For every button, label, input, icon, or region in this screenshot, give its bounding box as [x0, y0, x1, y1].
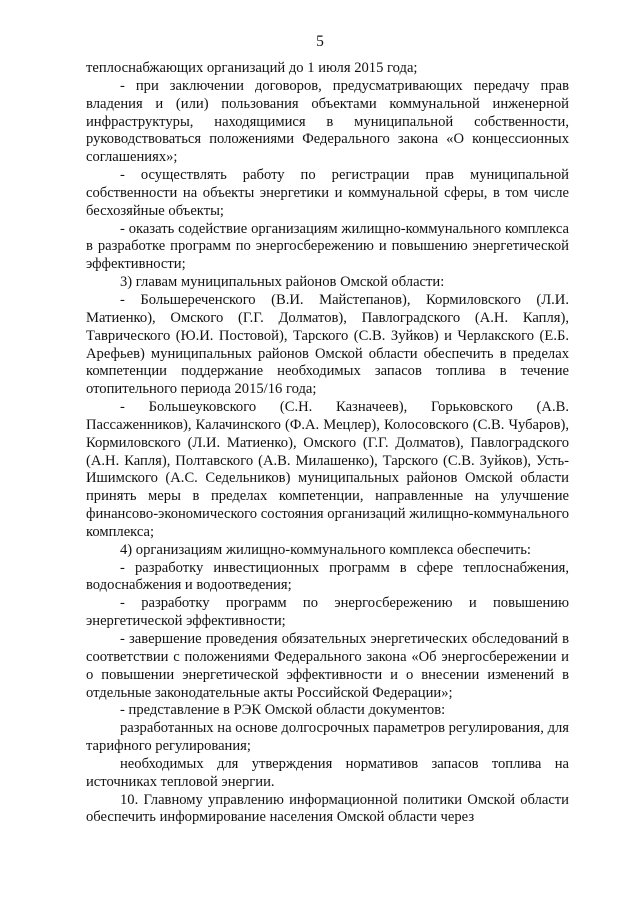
paragraph-3: - осуществлять работу по регистрации прав муниципальной собственности на объекты энергетики и коммунальной сферы, в том числе бесхозяйные объекты; [86, 167, 569, 219]
page-number: 5 [316, 33, 324, 50]
paragraph-14: необходимых для утверждения нормативов запасов топлива на источниках тепловой энергии. [86, 755, 569, 790]
paragraph-5: 3) главам муниципальных районов Омской области: [120, 274, 445, 291]
paragraph-1: теплоснабжающих организаций до 1 июля 2015 года; [86, 60, 418, 76]
paragraph-8: 4) организациям жилищно-коммунального комплекса обеспечить: [120, 541, 531, 558]
paragraph-9: - разработку инвестиционных программ в сфере теплоснабжения, водоснабжения и водоотведения; [86, 559, 569, 594]
paragraph-6: - Большереченского (В.И. Майстепанов), Кормиловского (Л.И. Матиенко), Омского (Г.Г. Долматов), Павлоградского (А.Н. Капля), Таврического (Ю.И. Постовой), Тарского (С.В. Зуйков) и Черлакского (Е.Б. Арефьев) муниципальных районов Омской области обеспечить в пределах компетенции поддержание необходимых запасов топлива в течение отопительного периода 2015/16 года; [86, 291, 569, 398]
paragraph-4: - оказать содействие организациям жилищно-коммунального комплекса в разработке программ по энергосбережению и повышению энергетической эффективности; [86, 220, 569, 273]
paragraph-15: 10. Главному управлению информационной политики Омской области обеспечить информирование населения Омской области через [86, 791, 569, 826]
paragraph-2: - при заключении договоров, предусматривающих передачу прав владения и (или) пользования объектами коммунальной инженерной инфраструктуры, находящимися в муниципальной собственности, руководствоваться положениями Федерального закона «О концессионных соглашениях»; [86, 77, 569, 166]
paragraph-12: - представление в РЭК Омской области документов: [120, 702, 446, 719]
paragraph-7: - Большеуковского (С.Н. Казначеев), Горьковского (А.В. Пассаженников), Калачинского (Ф.А. Мецлер), Колосовского (С.В. Чубаров), Кормиловского (Л.И. Матиенко), Омского (Г.Г. Долматов), Павлоградского (А.Н. Капля), Полтавского (А.В. Милашенко), Тарского (С.В. Зуйков), Усть-Ишимского (А.С. Седельников) муниципальных районов Омской области принять меры в пределах компетенции, направленные на улучшение финансово-экономического состояния организаций жилищно-коммунального комплекса; [86, 399, 569, 540]
document-body [86, 60, 569, 827]
paragraph-10: - разработку программ по энергосбережению и повышению энергетической эффективности; [86, 595, 569, 630]
paragraph-13: разработанных на основе долгосрочных параметров регулирования, для тарифного регулирования; [86, 720, 569, 755]
paragraph-11: - завершение проведения обязательных энергетических обследований в соответствии с положениями Федерального закона «Об энергосбережении и о повышении энергетической эффективности и о внесении изменений в отдельные законодательные акты Российской Федерации»; [86, 631, 569, 701]
